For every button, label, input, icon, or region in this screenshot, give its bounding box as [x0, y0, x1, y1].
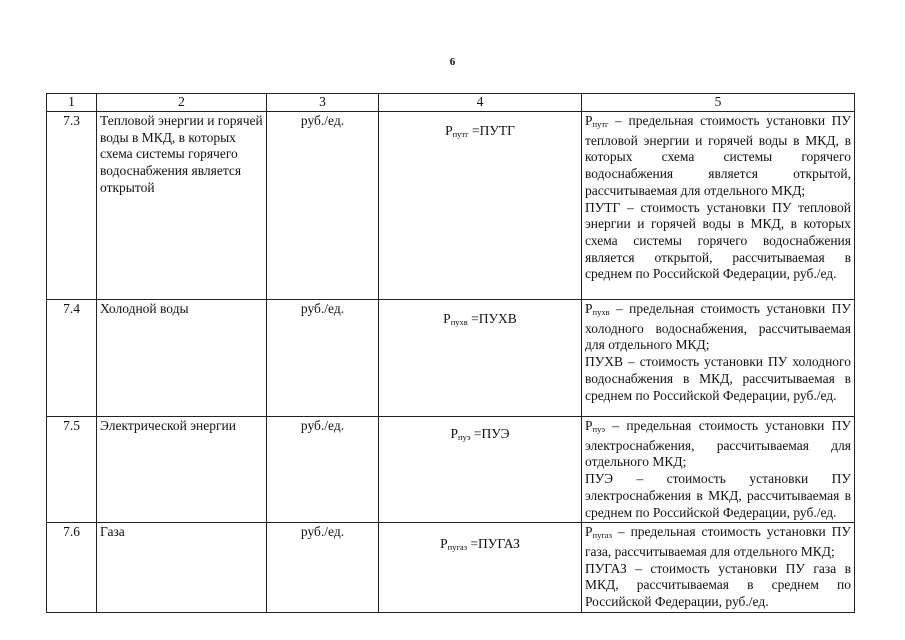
table-row [47, 417, 855, 523]
description-paragraph: ПУХВ – стоимость установки ПУ холодного водоснабжения в МКД, рассчитываемая в среднем по Российской Федерации, руб./ед. [585, 354, 851, 403]
row-description [582, 523, 855, 613]
row-name: Электрической энергии [97, 417, 267, 523]
formula: $P_{путг}$ =ПУТГ [445, 123, 515, 139]
row-formula [379, 417, 582, 523]
row-number: 7.5 [47, 417, 97, 523]
row-name: Газа [97, 523, 267, 613]
table-row [47, 523, 855, 613]
header-col-3: 3 [267, 94, 379, 112]
row-unit: руб./ед. [267, 523, 379, 613]
header-col-1: 1 [47, 94, 97, 112]
row-name: Тепловой энергии и горячей воды в МКД, в которых схема системы горячего водоснабжения является открытой [97, 112, 267, 300]
row-formula [379, 112, 582, 300]
description-paragraph: ПУГАЗ – стоимость установки ПУ газа в МКД, рассчитываемая в среднем по Российской Федерации, руб./ед. [585, 560, 851, 610]
row-unit: руб./ед. [267, 112, 379, 300]
table-row [47, 300, 855, 417]
header-row [47, 94, 855, 112]
row-number: 7.4 [47, 300, 97, 417]
formula: $P_{пуэ} =ПУЭ$ [450, 426, 510, 442]
row-formula [379, 523, 582, 613]
tariff-table [46, 93, 855, 613]
row-description [582, 300, 855, 417]
row-name: Холодной воды [97, 300, 267, 417]
table-row [47, 112, 855, 300]
description-paragraph: $P_{пугаз}$ – предельная стоимость установки ПУ газа, рассчитываемая для отдельного МКД; [585, 524, 851, 559]
page-number: 6 [449, 56, 456, 68]
description-paragraph: $P_{пухв}$ – предельная стоимость установки ПУ холодного водоснабжения, рассчитываемая для отдельного МКД; [585, 301, 851, 353]
description-paragraph: ПУЭ – стоимость установки ПУ электроснабжения в МКД, рассчитываемая в среднем по Российской Федерации, руб./ед. [585, 471, 851, 520]
header-col-5: 5 [582, 94, 855, 112]
formula: $P_{пугаз}$ =ПУГАЗ [440, 536, 520, 553]
row-description [582, 417, 855, 523]
row-unit: руб./ед. [267, 417, 379, 523]
description-paragraph: ПУТГ – стоимость установки ПУ тепловой энергии и горячей воды в МКД, в которых схема системы горячего водоснабжения является открытой, рассчитываемая в среднем по Российской Федерации, руб./ед. [585, 199, 851, 282]
row-formula [379, 300, 582, 417]
description-paragraph: $P_{путг}$ – предельная стоимость установки ПУ тепловой энергии и горячей воды в МКД, в которых схема системы горячего водоснабжения является открытой, рассчитываемая для отдельного МКД; [585, 113, 851, 198]
header-col-4: 4 [379, 94, 582, 112]
header-col-2: 2 [97, 94, 267, 112]
formula: $P_{пухв}$ =ПУХВ [443, 311, 517, 327]
row-unit: руб./ед. [267, 300, 379, 417]
description-paragraph: $P_{пуэ}$ – предельная стоимость установки ПУ электроснабжения, рассчитываемая для отдельного МКД; [585, 418, 851, 470]
row-description [582, 112, 855, 300]
row-number: 7.6 [47, 523, 97, 613]
row-number: 7.3 [47, 112, 97, 300]
